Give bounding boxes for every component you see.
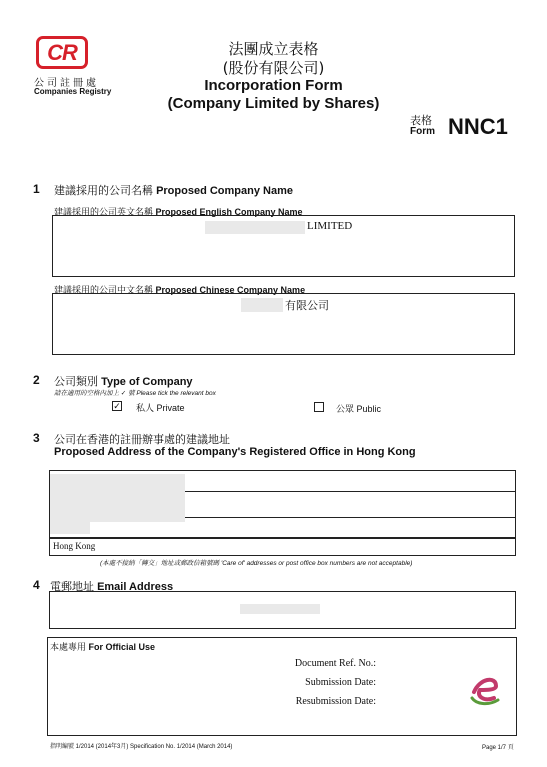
subtitle-cn: (股份有限公司) [222,59,325,77]
section-2-title-cn: 公司類別 [54,376,98,388]
form-label-cn: 表格 [410,115,432,127]
chinese-name-label-cn: 建議採用的公司中文名稱 [54,285,154,295]
public-label-en: Public [356,404,382,414]
private-option-label [136,401,185,414]
section-1-title [54,182,293,198]
redacted-address [50,474,185,522]
section-1-title-cn: 建議採用的公司名稱 [54,185,153,197]
address-note: (本處不接納「轉交」地址或郵政信箱號碼 'Care of' addresses or post office box numbers are not acceptable) [100,560,413,567]
logo-mark: CR [47,39,77,65]
region-value: Hong Kong [53,541,96,551]
private-label-en: Private [156,403,185,413]
logo-name-en: Companies Registry [34,87,112,96]
redacted-chinese-name [241,298,283,312]
official-use-label-cn: 本處專用 [50,642,87,652]
section-1-number: 1 [33,182,40,196]
title-cn: 法團成立表格 [228,40,319,58]
section-4-title-en: Email Address [97,581,174,593]
official-use-label [50,640,155,653]
document-ref-label: Document Ref. No.: [294,658,376,669]
english-name-field[interactable] [52,215,515,277]
english-name-value: LIMITED [307,220,353,232]
subtitle-en: (Company Limited by Shares) [167,95,380,112]
public-checkbox[interactable] [314,402,324,412]
section-4-number: 4 [33,578,40,592]
public-label-cn: 公眾 [336,404,355,414]
official-use-label-en: For Official Use [88,642,156,652]
redacted-email [240,604,320,614]
chinese-name-value: 有限公司 [285,300,329,312]
section-2-title [54,373,193,389]
section-3-number: 3 [33,431,40,445]
english-name-label-cn: 建議採用的公司英文名稱 [54,207,154,217]
address-field[interactable] [49,470,516,539]
section-2-title-en: Type of Company [101,376,193,388]
footer-specification: 指明編號 1/2014 (2014年3月) Specification No. 1/2014 (March 2014) [50,744,233,750]
english-name-label-en: Proposed English Company Name [155,207,303,217]
chinese-name-field[interactable] [52,293,515,355]
form-label-en: Form [410,126,435,137]
redacted-english-name [205,221,305,234]
footer-page: Page 1/7 頁 [482,745,514,751]
e-submission-icon [466,668,504,708]
region-field[interactable] [49,537,516,556]
submission-date-label: Submission Date: [305,677,376,688]
section-4-title-cn: 電郵地址 [50,581,94,593]
section-3-title-cn: 公司在香港的註冊辦事處的建議地址 [54,434,230,446]
logo-name-cn: 公司註冊處 [34,78,99,89]
chinese-name-label-en: Proposed Chinese Company Name [155,285,306,295]
email-field[interactable] [49,591,516,629]
official-use-box [47,637,517,736]
private-check-mark: ✓ [113,401,121,411]
title-en: Incorporation Form [204,77,343,94]
form-code: NNC1 [448,114,508,139]
redacted-address-2 [50,522,90,534]
private-label-cn: 私人 [136,403,155,413]
section-2-number: 2 [33,373,40,387]
public-option-label [336,402,381,415]
resubmission-date-label: Resubmission Date: [295,696,376,707]
section-1-title-en: Proposed Company Name [156,185,293,197]
private-checkbox[interactable] [112,401,122,411]
section-3-title-en: Proposed Address of the Company's Registered Office in Hong Kong [54,446,416,458]
tick-instruction: 請在適用的空格內加上 ✓ 號 Please tick the relevant box [54,390,216,397]
